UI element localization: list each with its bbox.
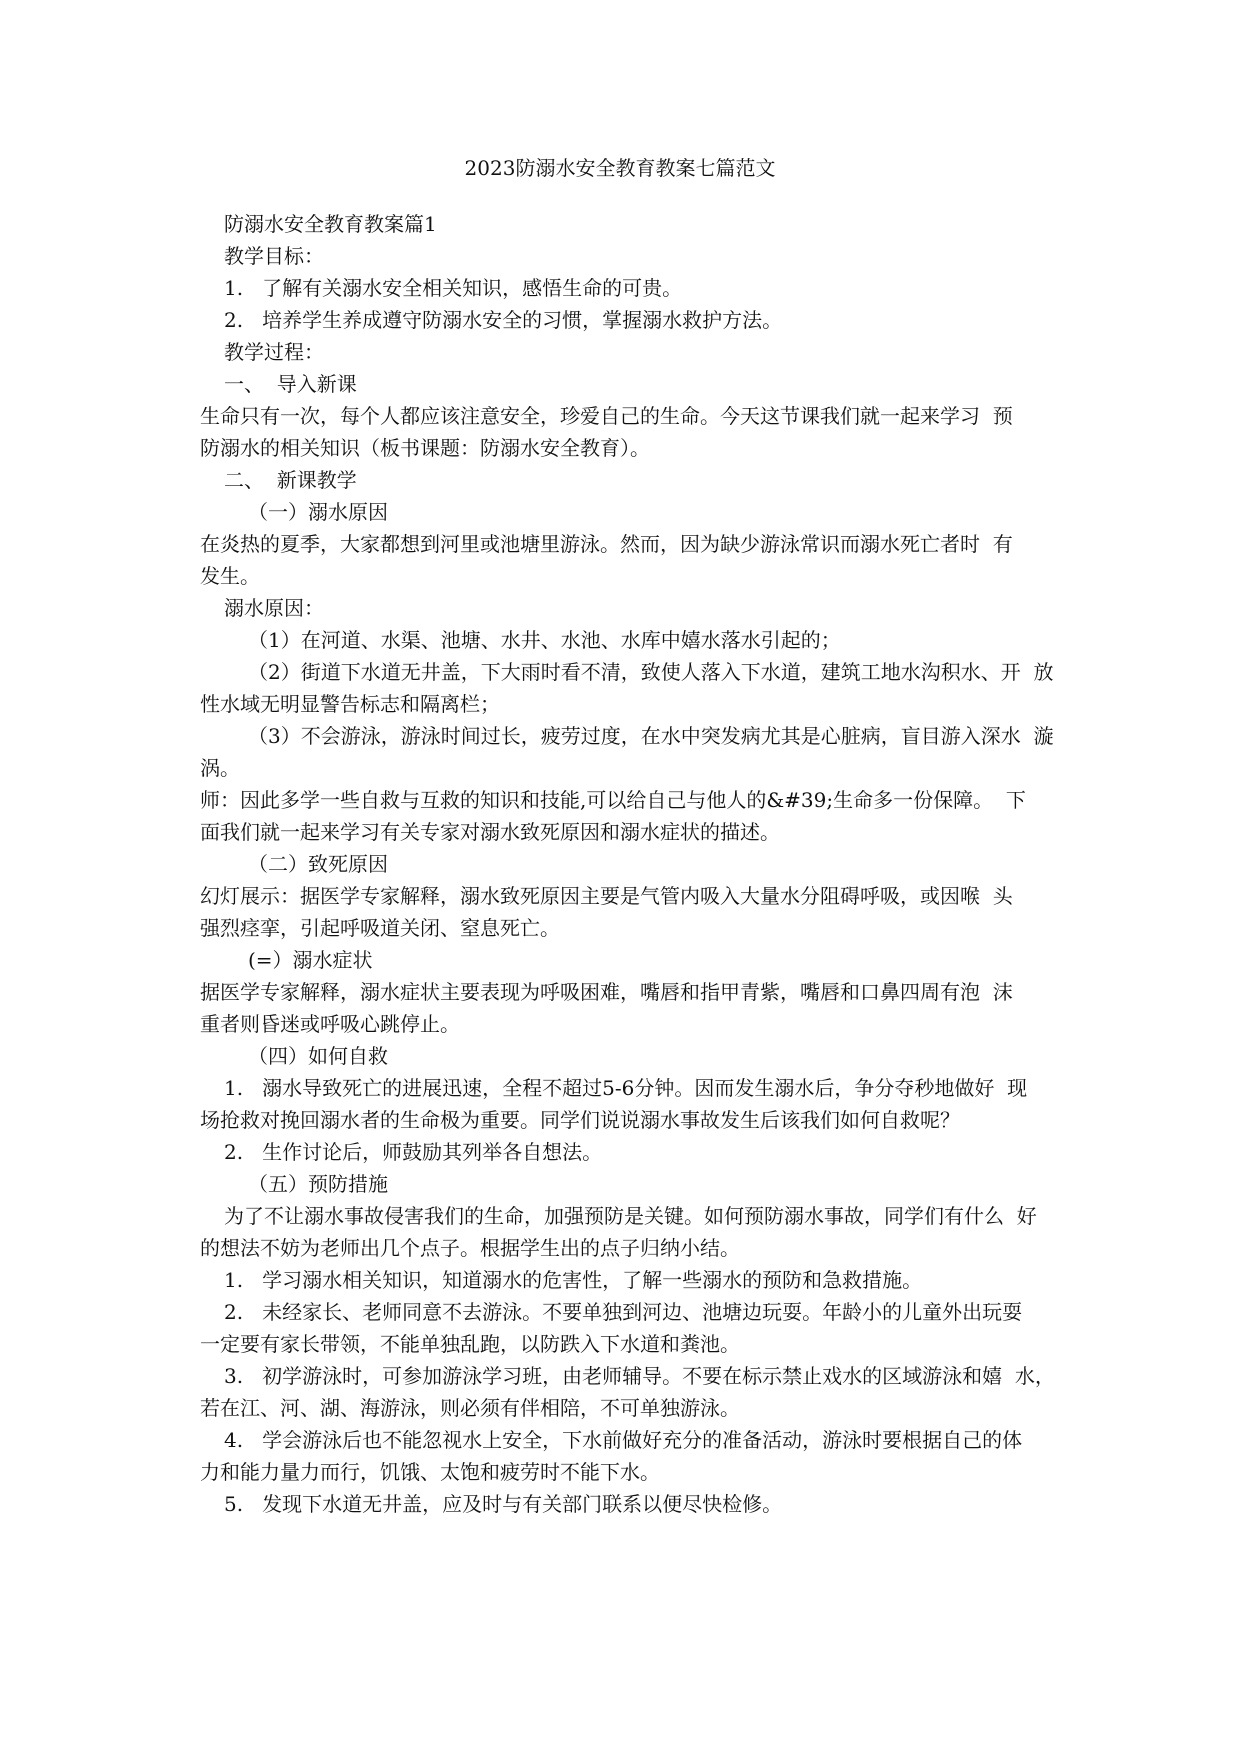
document-body xyxy=(200,208,1060,1520)
text-line: 的想法不妨为老师出几个点子。根据学生出的点子归纳小结。 xyxy=(200,1236,740,1260)
text-line: 场抢救对挽回溺水者的生命极为重要。同学们说说溺水事故发生后该我们如何自救呢？ xyxy=(200,1108,960,1132)
text-line: 1. 了解有关溺水安全相关知识，感悟生命的可贵。 xyxy=(224,276,683,300)
text-line: （1）在河道、水渠、池塘、水井、水池、水库中嬉水落水引起的； xyxy=(248,628,841,652)
text-line: 师：因此多学一些自救与互救的知识和技能,可以给自己与他人的&#39;生命多一份保障。 下 xyxy=(200,788,1026,812)
text-line: 3. 初学游泳时，可参加游泳学习班，由老师辅导。不要在标示禁止戏水的区域游泳和嬉 水， xyxy=(224,1364,1055,1388)
text-line: （五）预防措施 xyxy=(248,1172,388,1196)
text-line: 强烈痉挛，引起呼吸道关闭、窒息死亡。 xyxy=(200,916,560,940)
text-line: 发生。 xyxy=(200,564,260,588)
text-line: 性水域无明显警告标志和隔离栏； xyxy=(200,692,500,716)
text-line: 重者则昏迷或呼吸心跳停止。 xyxy=(200,1012,460,1036)
text-line: 2. 生作讨论后，师鼓励其列举各自想法。 xyxy=(224,1140,603,1164)
text-line: 二、 新课教学 xyxy=(224,468,357,492)
text-line: 1. 溺水导致死亡的进展迅速，全程不超过5-6分钟。因而发生溺水后，争分夺秒地做好 现 xyxy=(224,1076,1028,1100)
text-line: 防溺水安全教育教案篇1 xyxy=(224,212,437,236)
text-line: 教学目标： xyxy=(224,244,324,268)
text-line: （3）不会游泳，游泳时间过长，疲劳过度，在水中突发病尤其是心脏病，盲目游入深水 漩 xyxy=(248,724,1054,748)
document-title: 2023防溺水安全教育教案七篇范文 xyxy=(464,156,776,180)
text-line: 教学过程： xyxy=(224,340,324,364)
text-line: (=）溺水症状 xyxy=(248,948,373,972)
text-line: 一、 导入新课 xyxy=(224,372,357,396)
text-line: 涡。 xyxy=(200,756,240,780)
text-line: 若在江、河、湖、海游泳，则必须有伴相陪，不可单独游泳。 xyxy=(200,1396,740,1420)
text-line: 2. 未经家长、老师同意不去游泳。不要单独到河边、池塘边玩耍。年龄小的儿童外出玩耍 xyxy=(224,1300,1023,1324)
text-line: 1. 学习溺水相关知识，知道溺水的危害性，了解一些溺水的预防和急救措施。 xyxy=(224,1268,923,1292)
text-line: 防溺水的相关知识（板书课题：防溺水安全教育）。 xyxy=(200,436,650,460)
text-line: （一）溺水原因 xyxy=(248,500,388,524)
text-line: 在炎热的夏季，大家都想到河里或池塘里游泳。然而，因为缺少游泳常识而溺水死亡者时 有 xyxy=(200,532,1013,556)
text-line: （二）致死原因 xyxy=(248,852,388,876)
text-line: 4. 学会游泳后也不能忽视水上安全，下水前做好充分的准备活动，游泳时要根据自己的体 xyxy=(224,1428,1023,1452)
text-line: （2）街道下水道无井盖，下大雨时看不清，致使人落入下水道，建筑工地水沟积水、开 放 xyxy=(248,660,1054,684)
text-line: 生命只有一次，每个人都应该注意安全，珍爱自己的生命。今天这节课我们就一起来学习 预 xyxy=(200,404,1013,428)
text-line: 据医学专家解释，溺水症状主要表现为呼吸困难，嘴唇和指甲青紫，嘴唇和口鼻四周有泡 沫 xyxy=(200,980,1013,1004)
text-line: 溺水原因： xyxy=(224,596,324,620)
text-line: 一定要有家长带领，不能单独乱跑，以防跌入下水道和粪池。 xyxy=(200,1332,740,1356)
text-line: 面我们就一起来学习有关专家对溺水致死原因和溺水症状的描述。 xyxy=(200,820,780,844)
text-line: 5. 发现下水道无井盖，应及时与有关部门联系以便尽快检修。 xyxy=(224,1492,783,1516)
text-line: 为了不让溺水事故侵害我们的生命，加强预防是关键。如何预防溺水事故，同学们有什么 好 xyxy=(224,1204,1037,1228)
text-line: （四）如何自救 xyxy=(248,1044,388,1068)
text-line: 2. 培养学生养成遵守防溺水安全的习惯，掌握溺水救护方法。 xyxy=(224,308,783,332)
text-line: 幻灯展示：据医学专家解释，溺水致死原因主要是气管内吸入大量水分阻碍呼吸，或因喉 头 xyxy=(200,884,1013,908)
text-line: 力和能力量力而行，饥饿、太饱和疲劳时不能下水。 xyxy=(200,1460,660,1484)
